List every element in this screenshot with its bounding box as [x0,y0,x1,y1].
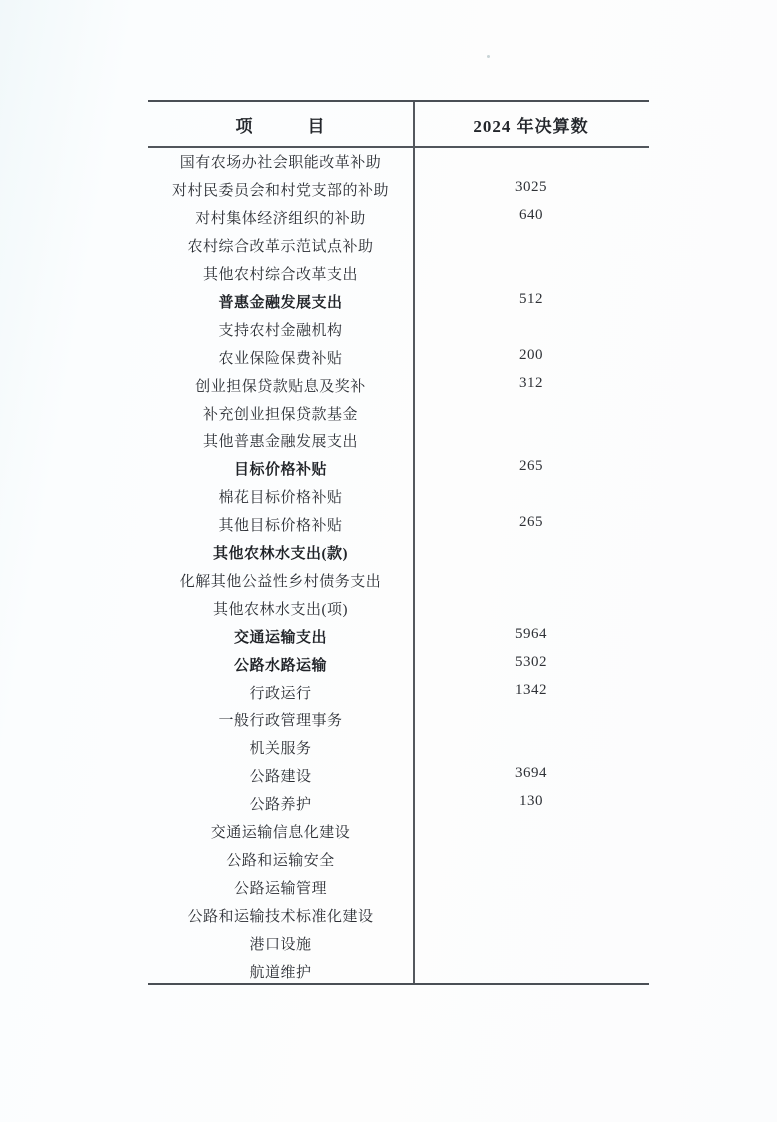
table-row [148,232,649,260]
row-final-account-value [413,564,649,592]
row-final-account-value [413,425,649,453]
row-item-label: 普惠金融发展支出 [218,294,343,311]
table-row [148,901,649,929]
table-row [148,260,649,288]
table-row [148,511,649,539]
table-body [148,148,649,985]
row-item-label: 公路水路运输 [233,657,327,674]
row-final-account-value: 265 [519,514,543,531]
table-row [148,539,649,567]
row-final-account-value [413,592,649,620]
row-final-account-value [413,899,649,927]
row-final-account-value: 5302 [515,653,547,670]
row-item-label: 农村综合改革示范试点补助 [187,239,374,256]
row-final-account-value: 1342 [515,681,547,698]
table-row [148,427,649,455]
row-item-label: 一般行政管理事务 [218,713,343,730]
row-final-account-value: 265 [519,458,543,475]
row-item-label: 农业保险保费补贴 [218,350,343,367]
row-final-account-value: 5964 [515,625,547,642]
row-item-label: 航道维护 [249,964,312,981]
row-item-label: 棉花目标价格补贴 [218,490,343,507]
scan-artifact-speck [487,55,490,58]
table-row [148,204,649,232]
row-item-label: 交通运输信息化建设 [210,825,351,842]
row-final-account-value [413,843,649,871]
table-row [148,845,649,873]
row-final-account-value [413,397,649,425]
row-final-account-value [413,927,649,955]
row-item-label: 创业担保贷款贴息及奖补 [195,378,366,395]
row-final-account-value [413,871,649,899]
row-item-label: 国有农场办社会职能改革补助 [179,155,382,172]
table-row [148,873,649,901]
column-divider-line [413,102,415,983]
row-final-account-value: 512 [519,290,543,307]
table-row [148,706,649,734]
row-final-account-value [413,146,649,174]
table-row [148,790,649,818]
row-final-account-value [413,313,649,341]
row-final-account-value [413,816,649,844]
row-final-account-value: 200 [519,346,543,363]
table-row [148,148,649,176]
table-row [148,594,649,622]
table-row [148,622,649,650]
row-final-account-value: 3025 [515,179,547,196]
table-row [148,399,649,427]
table-row [148,818,649,846]
column-header-value: 2024 年决算数 [473,116,589,136]
table-row [148,762,649,790]
row-item-label: 其他农林水支出(款) [213,546,348,563]
table-row [148,650,649,678]
table-row [148,371,649,399]
row-final-account-value: 312 [519,374,543,391]
table-header-row [148,102,649,148]
row-final-account-value [413,258,649,286]
row-item-label: 机关服务 [249,741,312,758]
row-item-label: 其他普惠金融发展支出 [202,434,358,451]
table-row [148,455,649,483]
row-item-label: 对村民委员会和村党支部的补助 [171,183,389,200]
row-final-account-value [413,732,649,760]
row-item-label: 交通运输支出 [233,629,327,646]
row-item-label: 港口设施 [249,936,312,953]
table-row [148,176,649,204]
row-item-label: 公路运输管理 [233,880,327,897]
row-item-label: 公路和运输技术标准化建设 [187,908,374,925]
row-final-account-value: 130 [519,793,543,810]
row-item-label: 对村集体经济组织的补助 [195,211,366,228]
row-item-label: 公路养护 [249,797,312,814]
row-item-label: 行政运行 [249,685,312,702]
table-row [148,957,649,985]
row-final-account-value [413,704,649,732]
row-item-label: 公路和运输安全 [226,852,335,869]
row-item-label: 目标价格补贴 [233,462,327,479]
table-row [148,343,649,371]
row-item-label: 化解其他公益性乡村债务支出 [179,573,382,590]
table-row [148,566,649,594]
row-item-label: 其他农村综合改革支出 [202,267,358,284]
table-row [148,678,649,706]
row-item-label: 支持农村金融机构 [218,322,343,339]
row-final-account-value [413,481,649,509]
table-row [148,287,649,315]
column-header-item: 项 目 [235,116,326,136]
budget-table [148,100,649,985]
row-final-account-value: 640 [519,207,543,224]
table-row [148,315,649,343]
table-row [148,734,649,762]
row-final-account-value: 3694 [515,765,547,782]
table-row [148,483,649,511]
row-item-label: 其他目标价格补贴 [218,518,343,535]
row-item-label: 补充创业担保贷款基金 [202,406,358,423]
row-item-label: 其他农林水支出(项) [213,601,348,618]
row-final-account-value [413,230,649,258]
table-row [148,929,649,957]
row-item-label: 公路建设 [249,769,312,786]
row-final-account-value [413,537,649,565]
row-final-account-value [413,955,649,983]
